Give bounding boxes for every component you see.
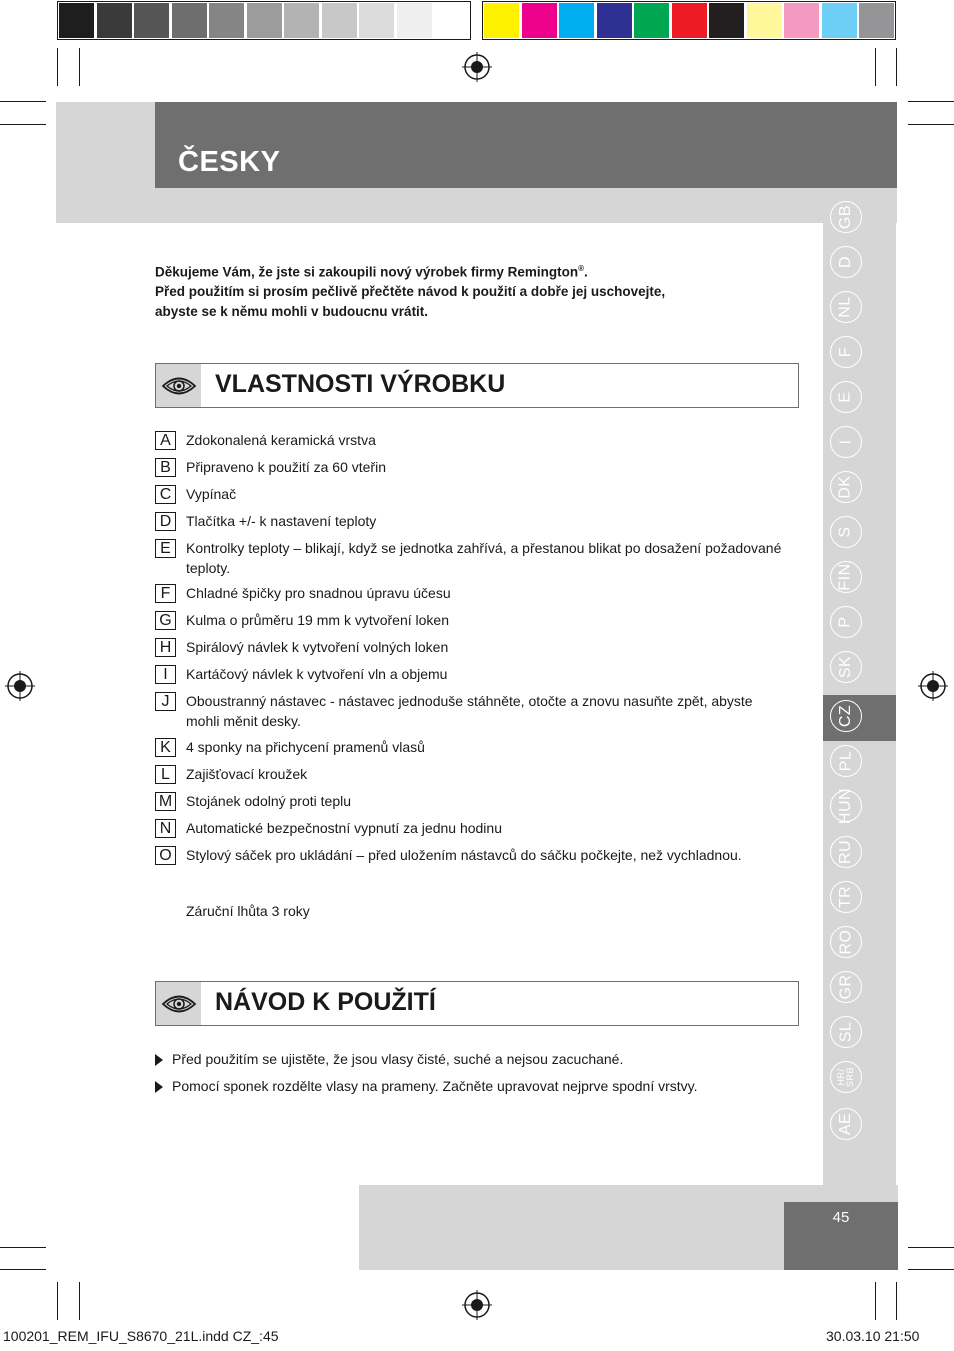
intro-line-2: Před použitím si prosím pečlivě přečtěte návod k použití a dobře jej uschovejte, <box>155 284 666 299</box>
language-code: GB <box>837 204 854 230</box>
feature-letter: L <box>155 765 176 784</box>
language-tab-e[interactable] <box>830 381 862 413</box>
registration-target-icon <box>918 671 948 701</box>
feature-letter: M <box>155 792 176 811</box>
color-swatch <box>634 3 669 38</box>
bullet-arrow-icon <box>155 1054 163 1066</box>
color-swatch <box>859 3 894 38</box>
language-code: F <box>837 346 854 358</box>
feature-text: Zdokonalená keramická vrstva <box>186 432 376 448</box>
registered-mark: ® <box>578 264 585 273</box>
gray-swatch <box>284 3 319 38</box>
language-code: S <box>836 526 854 538</box>
language-code: NL <box>836 296 854 318</box>
language-tab-sl[interactable] <box>830 1016 862 1048</box>
feature-letter: C <box>155 485 176 504</box>
language-code: CZ <box>836 704 854 728</box>
feature-letter: I <box>155 665 176 684</box>
language-tab-nl[interactable] <box>830 291 862 323</box>
language-tab-gr[interactable] <box>830 971 862 1003</box>
feature-letter: J <box>155 692 176 711</box>
color-swatch <box>709 3 744 38</box>
language-tab-pl[interactable] <box>830 745 862 777</box>
feature-text: Připraveno k použití za 60 vteřin <box>186 459 386 475</box>
feature-text: Oboustranný nástavec - nástavec jednoduše stáhněte, otočte a znovu nasuňte zpět, abyste mohli měnit desky. <box>186 693 753 729</box>
color-swatch <box>672 3 707 38</box>
eye-icon <box>156 982 201 1025</box>
feature-text: 4 sponky na přichycení pramenů vlasů <box>186 739 425 755</box>
language-tab-d[interactable] <box>830 246 862 278</box>
feature-letter: A <box>155 431 176 450</box>
feature-text: Stojánek odolný proti teplu <box>186 793 351 809</box>
gray-swatch <box>322 3 357 38</box>
feature-letter: N <box>155 819 176 838</box>
feature-letter: O <box>155 846 176 865</box>
color-swatch <box>559 3 594 38</box>
feature-text: Kartáčový návlek k vytvoření vln a objemu <box>186 666 448 682</box>
language-tab-i[interactable] <box>830 426 862 458</box>
feature-text: Chladné špičky pro snadnou úpravu účesu <box>186 585 451 601</box>
file-slug: 100201_REM_IFU_S8670_21L.indd CZ_:45 <box>3 1328 279 1344</box>
eye-icon <box>156 364 201 407</box>
language-tab-f[interactable] <box>830 336 862 368</box>
feature-letter: K <box>155 738 176 757</box>
feature-letter: H <box>155 638 176 657</box>
color-swatch <box>484 3 519 38</box>
feature-letter: E <box>155 539 176 558</box>
language-tab-ru[interactable] <box>830 836 862 868</box>
language-code: SK <box>837 655 854 679</box>
feature-text: Kulma o průměru 19 mm k vytvoření loken <box>186 612 449 628</box>
language-code: RU <box>836 839 854 865</box>
feature-text: Zajišťovací kroužek <box>186 766 308 782</box>
language-tab-ro[interactable] <box>830 926 862 958</box>
gray-swatch <box>434 3 469 38</box>
language-code: HR/ SRB <box>835 1066 855 1088</box>
language-code: SL <box>836 1021 854 1043</box>
language-tab-sk[interactable] <box>830 651 862 683</box>
language-code: GR <box>837 974 854 1000</box>
gray-swatch <box>97 3 132 38</box>
color-swatch <box>784 3 819 38</box>
intro-text <box>155 259 795 321</box>
feature-letter: B <box>155 458 176 477</box>
feature-letter: G <box>155 611 176 630</box>
section-title: NÁVOD K POUŽITÍ <box>215 988 436 1016</box>
language-tab-s[interactable] <box>830 516 862 548</box>
section-header-features <box>155 363 799 408</box>
feature-text: Tlačítka +/- k nastavení teploty <box>186 513 377 529</box>
language-code: DK <box>836 475 854 499</box>
page-title: ČESKY <box>178 146 281 178</box>
feature-letter: D <box>155 512 176 531</box>
page-number: 45 <box>832 1209 850 1226</box>
gray-swatch <box>397 3 432 38</box>
feature-text: Stylový sáček pro ukládání – před uložením nástavců do sáčku počkejte, než vychladnou. <box>186 847 742 863</box>
language-code: TR <box>836 885 854 909</box>
bullet-arrow-icon <box>155 1081 163 1093</box>
language-code: FIN <box>837 563 854 591</box>
registration-target-icon <box>462 1290 492 1320</box>
gray-swatch <box>172 3 207 38</box>
language-code: D <box>837 255 854 269</box>
language-code: HUN <box>837 787 855 825</box>
language-tab-tr[interactable] <box>830 881 862 913</box>
intro-line-1: Děkujeme Vám, že jste si zakoupili nový výrobek firmy Remington <box>155 264 579 280</box>
language-tab-ae[interactable] <box>830 1108 862 1140</box>
intro-line-1-end: . <box>584 264 588 280</box>
language-tab-hun[interactable] <box>830 787 862 825</box>
color-swatch <box>522 3 557 38</box>
feature-text: Vypínač <box>186 486 237 502</box>
language-code: RO <box>837 929 854 955</box>
print-timestamp: 30.03.10 21:50 <box>826 1328 920 1344</box>
language-tab-p[interactable] <box>830 606 862 638</box>
language-code: P <box>836 616 854 628</box>
language-code: E <box>836 391 854 403</box>
language-tab-fin[interactable] <box>830 561 862 593</box>
section-header-usage <box>155 981 799 1026</box>
gray-swatch <box>59 3 94 38</box>
feature-text: Automatické bezpečnostní vypnutí za jednu hodinu <box>186 820 502 836</box>
language-tab-gb[interactable] <box>830 201 862 233</box>
intro-line-3: abyste se k němu mohli v budoucnu vrátit. <box>155 303 429 319</box>
language-code: PL <box>836 750 854 772</box>
registration-target-icon <box>462 52 492 82</box>
section-title: VLASTNOSTI VÝROBKU <box>215 370 506 398</box>
gray-swatch <box>134 3 169 38</box>
usage-step-text: Před použitím se ujistěte, že jsou vlasy čisté, suché a nejsou zacuchané. <box>172 1051 624 1067</box>
warranty-note: Záruční lhůta 3 roky <box>186 903 310 919</box>
color-swatch <box>747 3 782 38</box>
feature-letter: F <box>155 584 176 603</box>
gray-swatch <box>359 3 394 38</box>
usage-step-text: Pomocí sponek rozdělte vlasy na prameny. Začněte upravovat nejprve spodní vrstvy. <box>172 1078 698 1094</box>
gray-swatch <box>209 3 244 38</box>
color-swatch <box>822 3 857 38</box>
registration-target-icon <box>5 671 35 701</box>
language-code: AE <box>837 1112 854 1136</box>
gray-swatch <box>247 3 282 38</box>
language-code: I <box>836 439 854 445</box>
language-tab-cz[interactable] <box>830 700 862 732</box>
feature-text: Spirálový návlek k vytvoření volných loken <box>186 639 449 655</box>
feature-text: Kontrolky teploty – blikají, když se jednotka zahřívá, a přestanou blikat po dosažení požadované teploty. <box>186 540 782 576</box>
language-tab-dk[interactable] <box>830 471 862 503</box>
color-swatch <box>597 3 632 38</box>
language-tab-hr-srb[interactable] <box>830 1061 862 1093</box>
